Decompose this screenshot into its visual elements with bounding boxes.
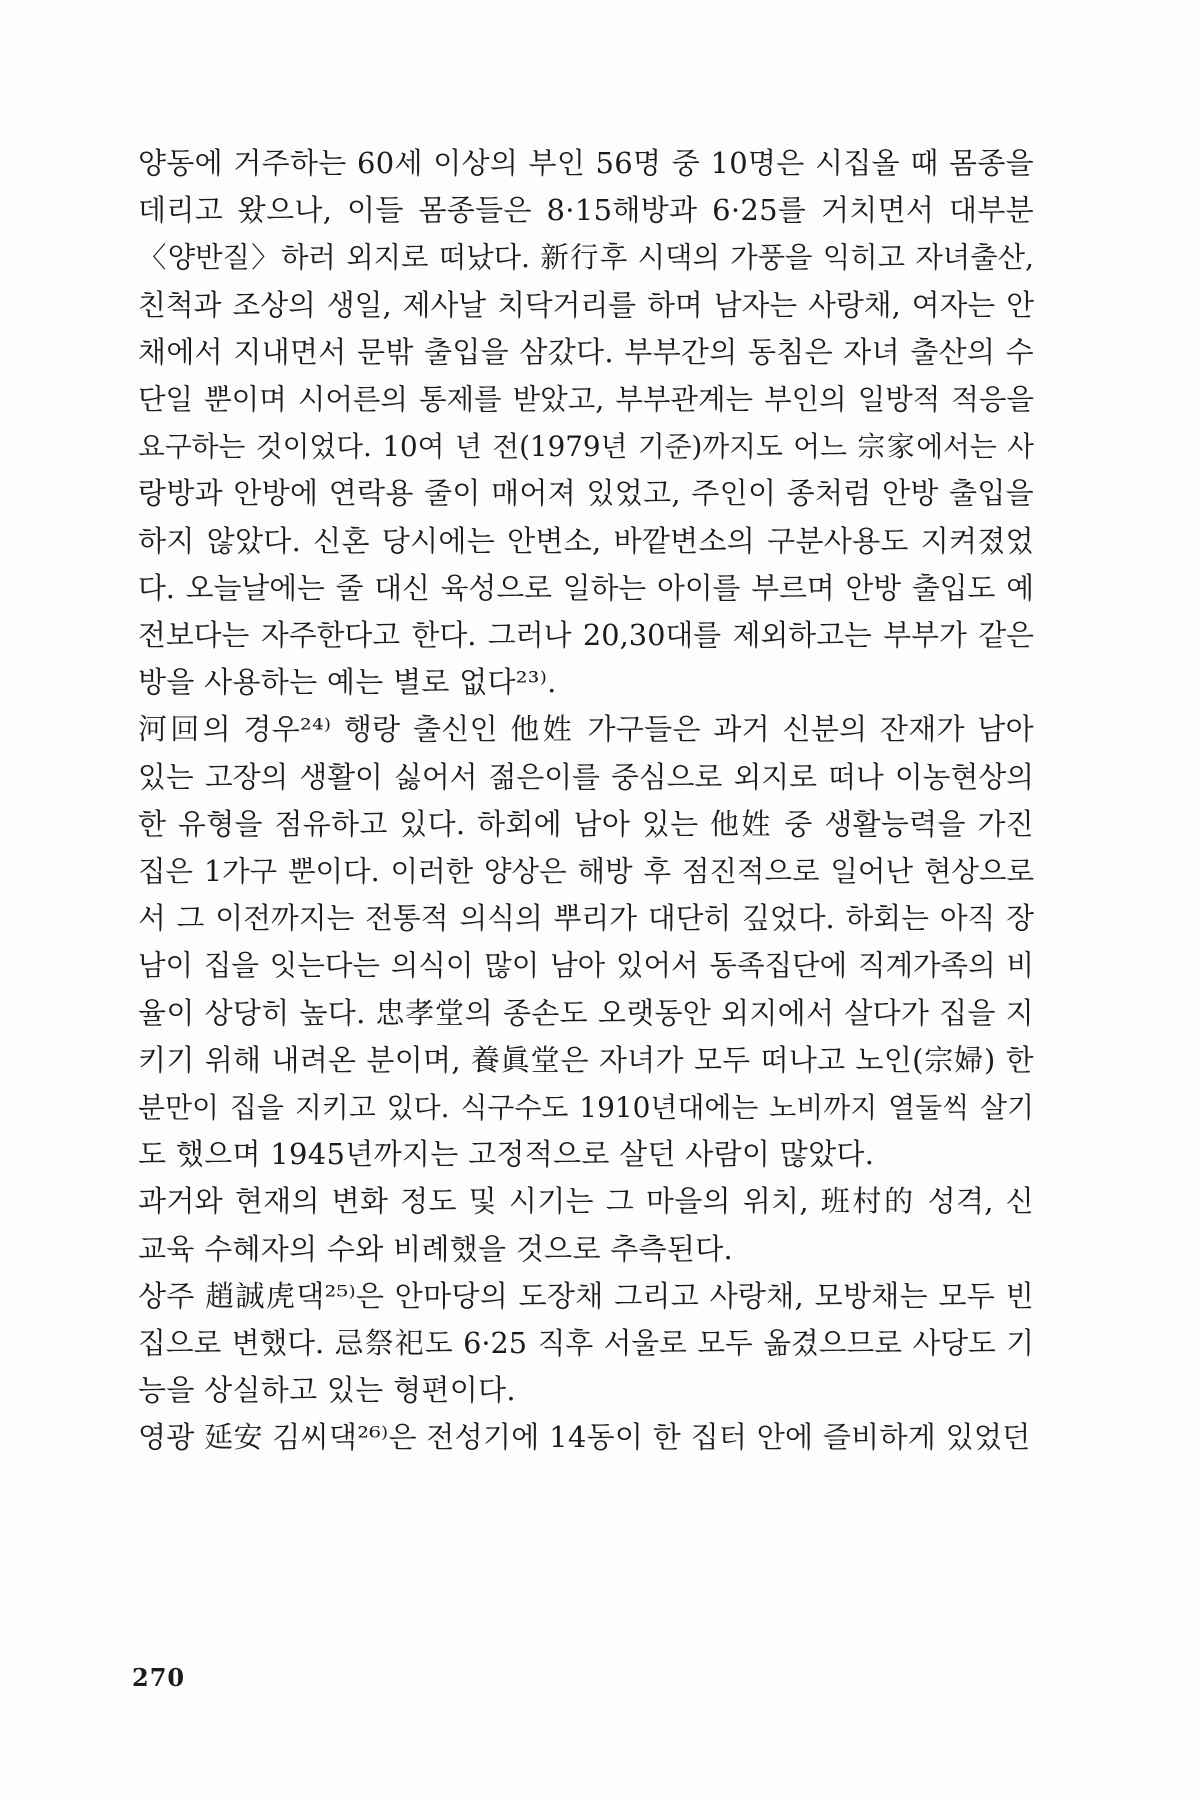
page-number: 270 bbox=[132, 1663, 186, 1692]
text-line: 방을 사용하는 예는 별로 없다²³⁾. bbox=[138, 665, 557, 700]
text-line: 능을 상실하고 있는 형편이다. bbox=[138, 1373, 516, 1408]
text-line: 남이 집을 잇는다는 의식이 많이 남아 있어서 동족집단에 직계가족의 비 bbox=[138, 949, 1034, 983]
paragraph bbox=[138, 1273, 1034, 1415]
text-line: 채에서 지내면서 문밖 출입을 삼갔다. 부부간의 동침은 자녀 출산의 수 bbox=[138, 334, 1034, 369]
paragraph bbox=[138, 706, 1034, 1178]
text-line: 〈양반질〉하러 외지로 떠났다. 新行후 시댁의 가풍을 익히고 자녀출산, bbox=[138, 241, 1034, 275]
text-line: 요구하는 것이었다. 10여 년 전(1979년 기준)까지도 어느 宗家에서는 사 bbox=[138, 430, 1034, 464]
text-line: 있는 고장의 생활이 싫어서 젊은이를 중심으로 외지로 떠나 이농현상의 bbox=[138, 759, 1034, 794]
text-line: 키기 위해 내려온 분이며, 養眞堂은 자녀가 모두 떠나고 노인(宗婦) 한 bbox=[138, 1042, 1034, 1077]
text-line: 영광 延安 김씨댁²⁶⁾은 전성기에 14동이 한 집터 안에 즐비하게 있었던 bbox=[138, 1420, 1031, 1455]
text-line: 친척과 조상의 생일, 제사날 치닥거리를 하며 남자는 사랑채, 여자는 안 bbox=[138, 287, 1034, 322]
body-text bbox=[138, 140, 1034, 1462]
text-line: 도 했으며 1945년까지는 고정적으로 살던 사람이 많았다. bbox=[138, 1137, 875, 1172]
text-line: 데리고 왔으나, 이들 몸종들은 8·15해방과 6·25를 거치면서 대부분 bbox=[138, 193, 1034, 228]
text-line: 랑방과 안방에 연락용 줄이 매어져 있었고, 주인이 종처럼 안방 출입을 bbox=[138, 476, 1034, 511]
paragraph bbox=[138, 1414, 1034, 1461]
text-line: 분만이 집을 지키고 있다. 식구수도 1910년대에는 노비까지 열둘씩 살기 bbox=[138, 1091, 1034, 1125]
text-line: 단일 뿐이며 시어른의 통제를 받았고, 부부관계는 부인의 일방적 적응을 bbox=[138, 383, 1034, 417]
text-line: 상주 趙誠虎댁²⁵⁾은 안마당의 도장채 그리고 사랑채, 모방채는 모두 빈 bbox=[138, 1278, 1034, 1313]
text-line: 과거와 현재의 변화 정도 및 시기는 그 마을의 위치, 班村的 성격, 신 bbox=[138, 1184, 1034, 1219]
text-line: 율이 상당히 높다. 忠孝堂의 종손도 오랫동안 외지에서 살다가 집을 지 bbox=[138, 995, 1034, 1030]
text-line: 서 그 이전까지는 전통적 의식의 뿌리가 대단히 깊었다. 하회는 아직 장 bbox=[138, 901, 1034, 936]
text-line: 전보다는 자주한다고 한다. 그러나 20,30대를 제외하고는 부부가 같은 bbox=[138, 618, 1034, 653]
paragraph bbox=[138, 1178, 1034, 1272]
text-line: 한 유형을 점유하고 있다. 하회에 남아 있는 他姓 중 생활능력을 가진 bbox=[138, 806, 1034, 841]
text-line: 집은 1가구 뿐이다. 이러한 양상은 해방 후 점진적으로 일어난 현상으로 bbox=[138, 855, 1034, 889]
paragraph bbox=[138, 140, 1034, 706]
text-line: 양동에 거주하는 60세 이상의 부인 56명 중 10명은 시집올 때 몸종을 bbox=[138, 146, 1034, 180]
text-line: 다. 오늘날에는 줄 대신 육성으로 일하는 아이를 부르며 안방 출입도 예 bbox=[138, 570, 1034, 605]
text-line: 집으로 변했다. 忌祭祀도 6·25 직후 서울로 모두 옮겼으므로 사당도 기 bbox=[138, 1326, 1034, 1361]
text-line: 하지 않았다. 신혼 당시에는 안변소, 바깥변소의 구분사용도 지켜졌었 bbox=[138, 523, 1034, 558]
text-line: 교육 수혜자의 수와 비례했을 것으로 추측된다. bbox=[138, 1231, 734, 1266]
text-line: 河回의 경우²⁴⁾ 행랑 출신인 他姓 가구들은 과거 신분의 잔재가 남아 bbox=[138, 712, 1034, 747]
